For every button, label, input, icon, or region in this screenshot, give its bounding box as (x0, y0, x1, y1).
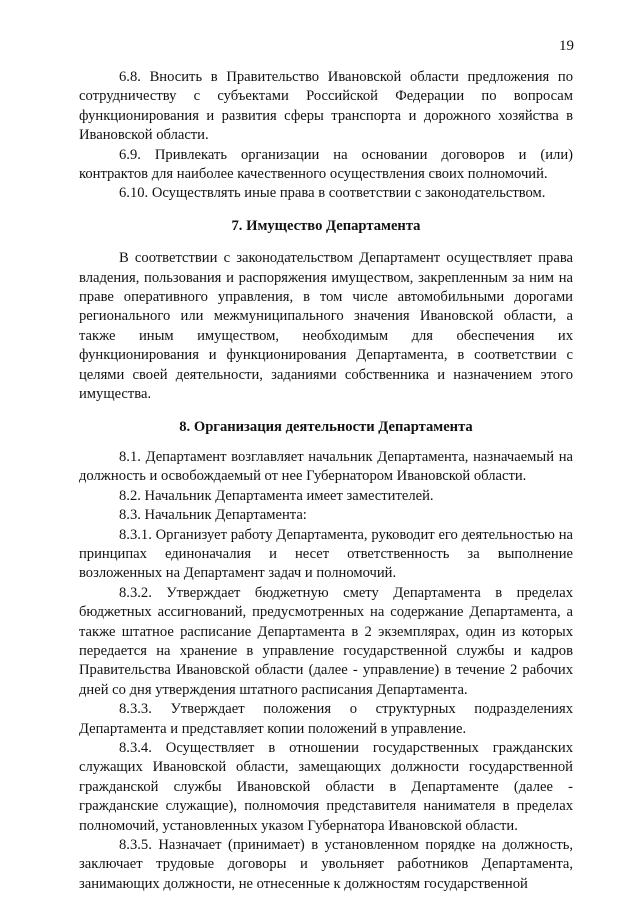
paragraph-8-3-1: 8.3.1. Организует работу Департамента, руководит его деятельностью на принципах единоначалия и несет ответственность за выполнение возложенных на Департамент задач и полномочий. (79, 526, 573, 582)
section-heading-7: 7. Имущество Департамента (231, 217, 421, 234)
section-heading-8: 8. Организация деятельности Департамента (179, 418, 473, 435)
paragraph-6-9: 6.9. Привлекать организации на основании договоров и (или) контрактов для наиболее качественного осуществления своих полномочий. (79, 146, 573, 183)
paragraph-8-3-5: 8.3.5. Назначает (принимает) в установленном порядке на должность, заключает трудовые договоры и увольняет работников Департамента, занимающих должности, не отнесенные к должностям государственной (79, 837, 573, 892)
paragraph-7: В соответствии с законодательством Департамент осуществляет права владения, пользования и распоряжения имуществом, закрепленным за ним на праве оперативного управления, в том числе автомобильными дорогами регионального или межмуниципального значения Ивановской области, а также иным имуществом, необходимым для обеспечения их функционирования и функционирования Департамента, в соответствии с целями своей деятельности, заданиями собственника и назначением этого имущества. (79, 250, 573, 403)
paragraph-8-3: 8.3. Начальник Департамента: (119, 507, 307, 524)
page-number: 19 (559, 38, 574, 54)
document-body (79, 68, 573, 894)
paragraph-8-1: 8.1. Департамент возглавляет начальник Департамента, назначаемый на должность и освобождаемый от нее Губернатором Ивановской области. (79, 448, 573, 485)
paragraph-8-3-2: 8.3.2. Утверждает бюджетную смету Департамента в пределах бюджетных ассигнований, предусмотренных на содержание Департамента, а также штатное расписание Департамента в 2 экземплярах, один из которых передается на хранение в управление государственной службы и кадров Правительства Ивановской области (далее - управление) в течение 2 рабочих дней со дня утверждения штатного расписания Департамента. (79, 584, 573, 698)
paragraph-6-8: 6.8. Вносить в Правительство Ивановской области предложения по сотрудничеству с субъектами Российской Федерации по вопросам функционирования и развития сферы транспорта и дорожного хозяйства в Ивановской области. (79, 69, 573, 144)
paragraph-8-3-4: 8.3.4. Осуществляет в отношении государственных гражданских служащих Ивановской области, замещающих должности государственной гражданской службы Ивановской области в Департаменте (далее - гражданские служащие), полномочия представителя нанимателя в пределах полномочий, установленных указом Губернатора Ивановской области. (79, 740, 573, 834)
paragraph-8-3-3: 8.3.3. Утверждает положения о структурных подразделениях Департамента и представляет копии положений в управление. (79, 701, 573, 737)
paragraph-8-2: 8.2. Начальник Департамента имеет заместителей. (119, 487, 434, 504)
paragraph-6-10: 6.10. Осуществлять иные права в соответствии с законодательством. (119, 185, 546, 202)
